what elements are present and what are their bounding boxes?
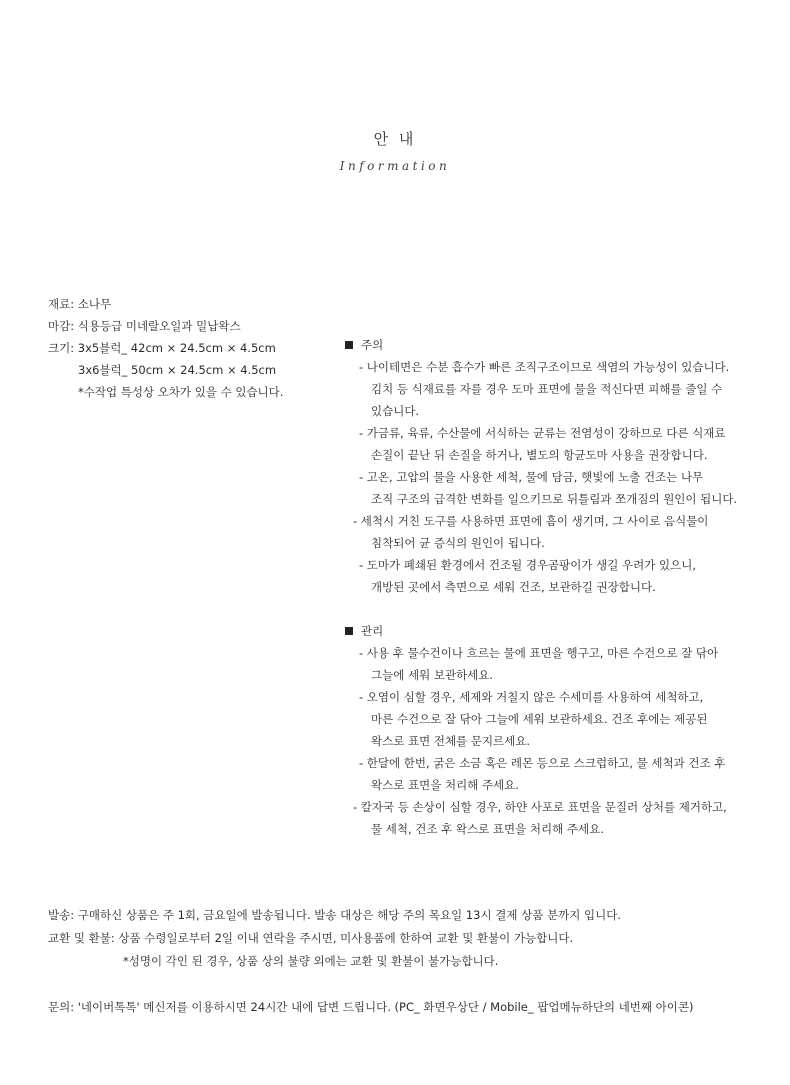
size-line-1: 크기: 3x5블럭_ 42cm × 24.5cm × 4.5cm — [48, 341, 276, 355]
caution-line: - 세척시 거친 도구를 사용하면 표면에 흠이 생기며, 그 사이로 음식물이 — [353, 514, 709, 528]
info-header — [0, 128, 790, 173]
care-line: 왁스로 표면 전체를 문지르세요. — [371, 734, 531, 748]
page-title: 안 내 — [373, 130, 417, 148]
care-heading — [345, 620, 775, 642]
caution-line: - 가금류, 육류, 수산물에 서식하는 균류는 전염성이 강하므로 다른 식재료 — [359, 426, 726, 440]
caution-heading-label: 주의 — [361, 338, 384, 352]
caution-line: - 고온, 고압의 물을 사용한 세척, 물에 담금, 햇빛에 노출 건조는 나무 — [359, 470, 704, 484]
care-line: 그늘에 세워 보관하세요. — [371, 668, 494, 682]
caution-line: 침착되어 균 증식의 원인이 됩니다. — [371, 536, 545, 550]
caution-line: - 나이테면은 수분 흡수가 빠른 조직구조이므로 색염의 가능성이 있습니다. — [359, 360, 730, 374]
care-heading-label: 관리 — [361, 624, 384, 638]
care-line: - 사용 후 물수건이나 흐르는 물에 표면을 헹구고, 마른 수건으로 잘 닦아 — [359, 646, 719, 660]
caution-line: 손질이 끝난 뒤 손질을 하거나, 별도의 항균도마 사용을 권장합니다. — [371, 448, 708, 462]
material-line: 재료: 소나무 — [48, 297, 112, 311]
policy-footer — [48, 904, 778, 1019]
contact-line: 문의: '네이버톡톡' 메신저를 이용하시면 24시간 내에 답변 드립니다. (PC_ 화면우상단 / Mobile_ 팝업메뉴하단의 네번째 아이콘) — [48, 1000, 694, 1014]
care-line: - 칼자국 등 손상이 심할 경우, 하얀 사포로 표면을 문질러 상처를 제거하고, — [353, 800, 727, 814]
exchange-line: 교환 및 환불: 상품 수령일로부터 2일 이내 연락을 주시면, 미사용품에 한하여 교환 및 환불이 가능합니다. — [48, 931, 574, 945]
caution-line: 개방된 곳에서 측면으로 세워 건조, 보관하길 권장합니다. — [371, 580, 656, 594]
care-line: 왁스로 표면을 처리해 주세요. — [371, 778, 519, 792]
product-specs — [48, 293, 338, 403]
size-line-2: 3x6블럭_ 50cm × 24.5cm × 4.5cm — [78, 363, 277, 377]
care-line: - 한달에 한번, 굵은 소금 혹은 레몬 등으로 스크럽하고, 물 세척과 건조 후 — [359, 756, 726, 770]
exchange-note: *성명이 각인 된 경우, 상품 상의 불량 외에는 교환 및 환불이 불가능합니다. — [123, 954, 499, 968]
page-subtitle: Information — [339, 159, 451, 173]
finish-line: 마감: 식용등급 미네랄오일과 밀납왁스 — [48, 319, 241, 333]
square-bullet-icon — [345, 341, 353, 349]
care-line: 물 세척, 건조 후 왁스로 표면을 처리해 주세요. — [371, 822, 604, 836]
usage-notes — [345, 334, 775, 840]
caution-line: 조직 구조의 급격한 변화를 일으키므로 뒤틀림과 쪼개짐의 원인이 됩니다. — [371, 492, 738, 506]
square-bullet-icon — [345, 627, 353, 635]
care-line: 마른 수건으로 잘 닦아 그늘에 세워 보관하세요. 건조 후에는 제공된 — [371, 712, 708, 726]
size-note: *수작업 특성상 오차가 있을 수 있습니다. — [78, 385, 284, 399]
care-line: - 오염이 심할 경우, 세제와 거칠지 않은 수세미를 사용하여 세척하고, — [359, 690, 704, 704]
shipping-line: 발송: 구매하신 상품은 주 1회, 금요일에 발송됩니다. 발송 대상은 해당 주의 목요일 13시 결제 상품 분까지 입니다. — [48, 908, 621, 922]
caution-line: 있습니다. — [371, 404, 420, 418]
caution-heading — [345, 334, 775, 356]
caution-line: - 도마가 폐쇄된 환경에서 건조될 경우곰팡이가 생길 우려가 있으니, — [359, 558, 696, 572]
caution-line: 김치 등 식재료를 자를 경우 도마 표면에 물을 적신다면 피해를 줄일 수 — [371, 382, 723, 396]
